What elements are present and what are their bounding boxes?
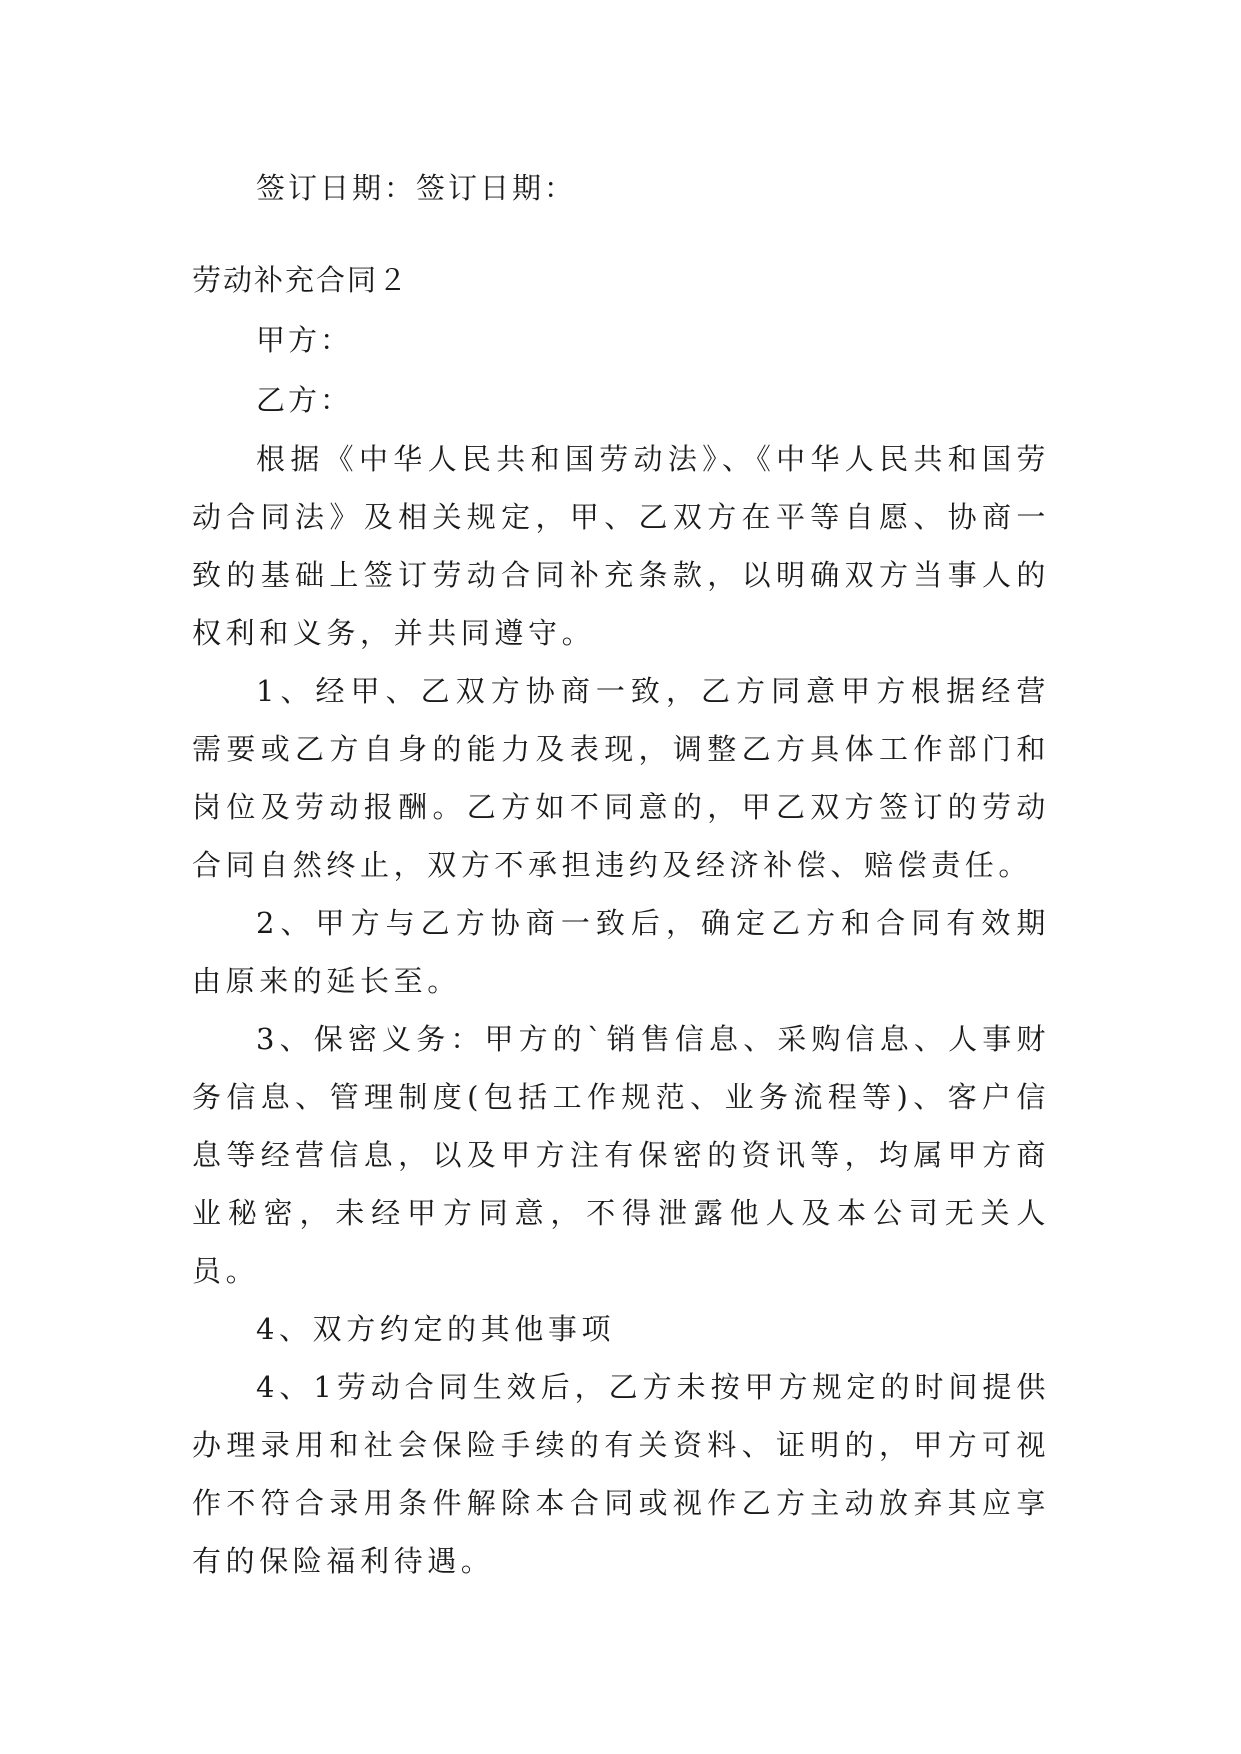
clause-3-paragraph: 3、保密义务：甲方的`销售信息、采购信息、人事财务信息、管理制度(包括工作规范、业务流程等)、客户信息等经营信息，以及甲方注有保密的资讯等，均属甲方商业秘密，未经甲方同意，不得泄露他人及本公司无关人员。 — [192, 1022, 1050, 1288]
clause-4-1-paragraph: 4、1劳动合同生效后，乙方未按甲方规定的时间提供办理录用和社会保险手续的有关资料、证明的，甲方可视作不符合录用条件解除本合同或视作乙方主动放弃其应享有的保险福利待遇。 — [192, 1370, 1050, 1578]
clause-4-heading: 4、双方约定的其他事项 — [256, 1312, 616, 1346]
party-a-line: 甲方： — [256, 323, 353, 357]
clause-2-paragraph: 2、甲方与乙方协商一致后，确定乙方和合同有效期由原来的延长至。 — [192, 906, 1050, 998]
clause-1-paragraph: 1、经甲、乙双方协商一致，乙方同意甲方根据经营需要或乙方自身的能力及表现，调整乙方具体工作部门和岗位及劳动报酬。乙方如不同意的，甲乙双方签订的劳动合同自然终止，双方不承担违约及经济补偿、赔偿责任。 — [192, 674, 1050, 882]
contract-title: 劳动补充合同２ — [192, 263, 410, 297]
document-body — [192, 158, 1050, 1590]
sign-date-line: 签订日期：签订日期： — [256, 171, 577, 205]
party-b-line: 乙方： — [256, 383, 353, 417]
preamble-paragraph: 根据《中华人民共和国劳动法》、《中华人民共和国劳动合同法》及相关规定，甲、乙双方在平等自愿、协商一致的基础上签订劳动合同补充条款，以明确双方当事人的权利和义务，并共同遵守。 — [192, 442, 1050, 650]
